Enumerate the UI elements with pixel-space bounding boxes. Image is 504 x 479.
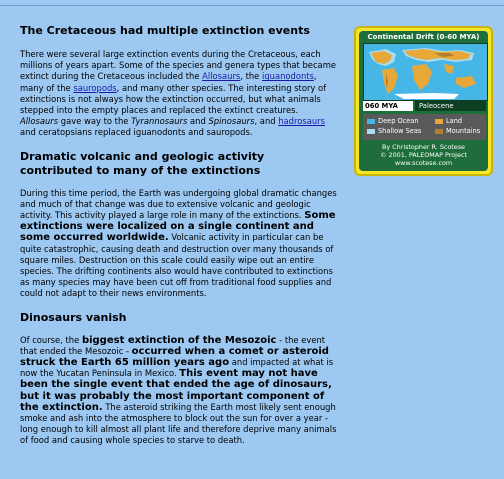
legend-shallow-seas: Shallow Seas xyxy=(378,127,422,135)
link-allosaurs[interactable]: Allosaurs xyxy=(202,71,241,82)
paragraph-cretaceous: There were several large extinction events during the Cretaceous, each millions of years apart. Some of the species and genera types that became extinct during the Cretaceous included the Allosaurs, the iguanodonts, many of the sauropods, and many other species. The interesting story of extinctions is not always how the extinction occurred, but what animals stepped into the empty places and replaced the extinct creatures. Allosaurs gave way to the Tyrannosaurs and Spinosaurs, and hadrosaurs and ceratopsians replaced iguanodonts and sauropods. xyxy=(20,49,337,138)
legend-land: Land xyxy=(446,117,463,125)
legend-deep-ocean: Deep Ocean xyxy=(378,117,419,125)
time-bar xyxy=(363,101,486,111)
land-swatch xyxy=(435,119,443,124)
legend-mountains: Mountains xyxy=(446,127,481,135)
mountains-swatch xyxy=(435,129,443,134)
article xyxy=(20,0,338,447)
continental-drift-widget[interactable] xyxy=(354,26,493,176)
paragraph-volcanic: During this time period, the Earth was undergoing global dramatic changes and much of that change was due to extensive volcanic and geologic activity. This activity played a large role in many of the extinctions. Some extinctions were localized on a single continent and some occurred worldwide. Volcanic activity in particular can be quite catastrophic, causing death and destruction over many thousands of square miles. Destruction on this scale could easily wipe out an entire species. The drifting continents also would have contributed to extinctions as many species may have been cut off from traditional food supplies and could not adapt to their news environments. xyxy=(20,187,337,299)
heading-cretaceous: The Cretaceous had multiple extinction events xyxy=(20,24,310,37)
era-label: Paleocene xyxy=(415,101,486,111)
map-credit: By Christopher R. Scotese © 2001, PALEOMAP Project www.scotese.com xyxy=(380,143,467,167)
mya-readout: 060 MYA xyxy=(363,101,413,111)
deep-ocean-swatch xyxy=(367,119,375,124)
map-legend xyxy=(363,114,486,140)
world-map-image xyxy=(363,43,488,101)
link-hadrosaurs[interactable]: hadrosaurs xyxy=(278,116,325,127)
link-sauropods[interactable]: sauropods xyxy=(73,82,117,93)
heading-dinosaurs-vanish: Dinosaurs vanish xyxy=(20,310,127,324)
drift-title: Continental Drift (0-60 MYA) xyxy=(367,33,480,41)
paragraph-dinosaurs-vanish: Of course, the biggest extinction of the Mesozoic - the event that ended the Mesozoic - occurred when a comet or asteroid struck the Earth 65 million years ago and impacted at what is now the Yucatan Peninsula in Mexico. This event may not have been the single event that ended the age of dinosaurs, but it was probably the most important component of the extinction. The asteroid striking the Earth most likely sent enough smoke and ash into the atmosphere to block out the sun for over a year - long enough to kill almost all plant life and therefore deprive many animals of food and causing whole species to starve to death. xyxy=(20,334,337,446)
link-iguanodonts[interactable]: iguanodonts xyxy=(262,71,314,82)
heading-volcanic: Dramatic volcanic and geologic activity contributed to many of the extinctions xyxy=(20,149,265,177)
shallow-seas-swatch xyxy=(367,129,375,134)
drift-panel xyxy=(359,31,488,171)
